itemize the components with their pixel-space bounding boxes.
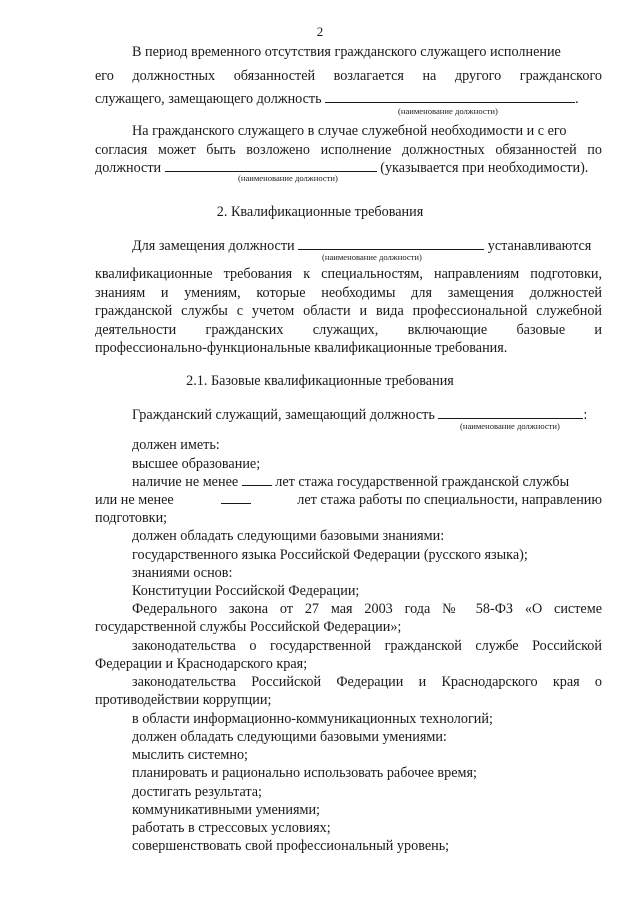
req-item: лет стажа государственной гражданской службы (275, 474, 570, 490)
p2-line3 (95, 160, 588, 177)
s21-intro-end: : (583, 407, 588, 423)
req-item: или не менее (95, 492, 174, 508)
p2-line3-start: должности (95, 160, 162, 176)
req-item: законодательства о государственной гражданской службе Российской (132, 638, 602, 654)
req-item: государственного языка Российской Федерации (русского языка); (132, 547, 528, 563)
section21-heading: 2.1. Базовые квалификационные требования (186, 373, 454, 389)
p1-line3 (95, 91, 579, 108)
s21-caption: (наименование должности) (460, 421, 560, 431)
req-item: знаниями основ: (132, 565, 233, 581)
req-item: законодательства Российской Федерации и Краснодарского края о (132, 674, 602, 690)
s2-line2: квалификационные требования к специальностям, направлениям подготовки, (95, 266, 602, 282)
s2-line1-start: Для замещения должности (132, 238, 295, 254)
req-item: подготовки; (95, 510, 168, 526)
years-blank-2 (221, 492, 251, 504)
s2-line5: деятельности гражданских служащих, включающие базовые и (95, 322, 602, 338)
p1-line1: В период временного отсутствия гражданского служащего исполнение (132, 44, 561, 60)
position-blank-4 (438, 407, 583, 419)
page-number: 2 (316, 24, 324, 39)
p2-line1: На гражданского служащего в случае служебной необходимости и с его (132, 123, 567, 139)
req-item: достигать результата; (132, 784, 262, 800)
section2-heading: 2. Квалификационные требования (216, 204, 424, 220)
req-item: мыслить системно; (132, 747, 248, 763)
req-item: должен обладать следующими базовыми знаниями: (132, 528, 445, 544)
p1-line3-start: служащего, замещающего должность (95, 91, 322, 107)
p1-line3-end: . (575, 91, 579, 107)
position-blank-2 (165, 160, 377, 172)
s2-line6: профессионально-функциональные квалификационные требования. (95, 340, 508, 356)
req-item: высшее образование; (132, 456, 261, 472)
req-item: наличие не менее (132, 474, 239, 490)
req-item: в области информационно-коммуникационных технологий; (132, 711, 493, 727)
req-experience-line (132, 474, 569, 491)
req-item: Федерации и Краснодарского края; (95, 656, 308, 672)
req-item: государственной службы Российской Федерации»; (95, 619, 402, 635)
p1-caption: (наименование должности) (398, 106, 498, 116)
s2-line4: гражданской службы с учетом области и вида профессиональной служебной (95, 303, 602, 319)
p2-caption: (наименование должности) (238, 173, 338, 183)
p2-line3-end: (указывается при необходимости). (380, 160, 589, 176)
position-blank-3 (298, 238, 484, 250)
s2-line1-end: устанавливаются (487, 238, 592, 254)
req-item: должен обладать следующими базовыми умениями: (132, 729, 447, 745)
s2-caption: (наименование должности) (322, 252, 422, 262)
req-item: работать в стрессовых условиях; (132, 820, 331, 836)
req-item: Федерального закона от 27 мая 2003 года № 58-ФЗ «О системе (132, 601, 602, 617)
req-item: должен иметь: (132, 437, 220, 453)
s21-intro-start: Гражданский служащий, замещающий должность (132, 407, 435, 423)
req-item: планировать и рационально использовать рабочее время; (132, 765, 477, 781)
p1-line2: его должностных обязанностей возлагается на другого гражданского (95, 68, 602, 84)
s2-line3: знаниям и умениям, которые необходимы для замещения должностей (95, 285, 602, 301)
req-item: Конституции Российской Федерации; (132, 583, 360, 599)
position-blank-1 (325, 91, 575, 103)
years-blank-1 (242, 474, 272, 486)
req-item: совершенствовать свой профессиональный уровень; (132, 838, 450, 854)
req-item: коммуникативными умениями; (132, 802, 320, 818)
p2-line2: согласия может быть возложено исполнение должностных обязанностей по (95, 142, 602, 158)
req-item: лет стажа работы по специальности, направлению (297, 492, 602, 508)
req-experience-line-2 (95, 492, 602, 509)
req-item: противодействии коррупции; (95, 692, 272, 708)
